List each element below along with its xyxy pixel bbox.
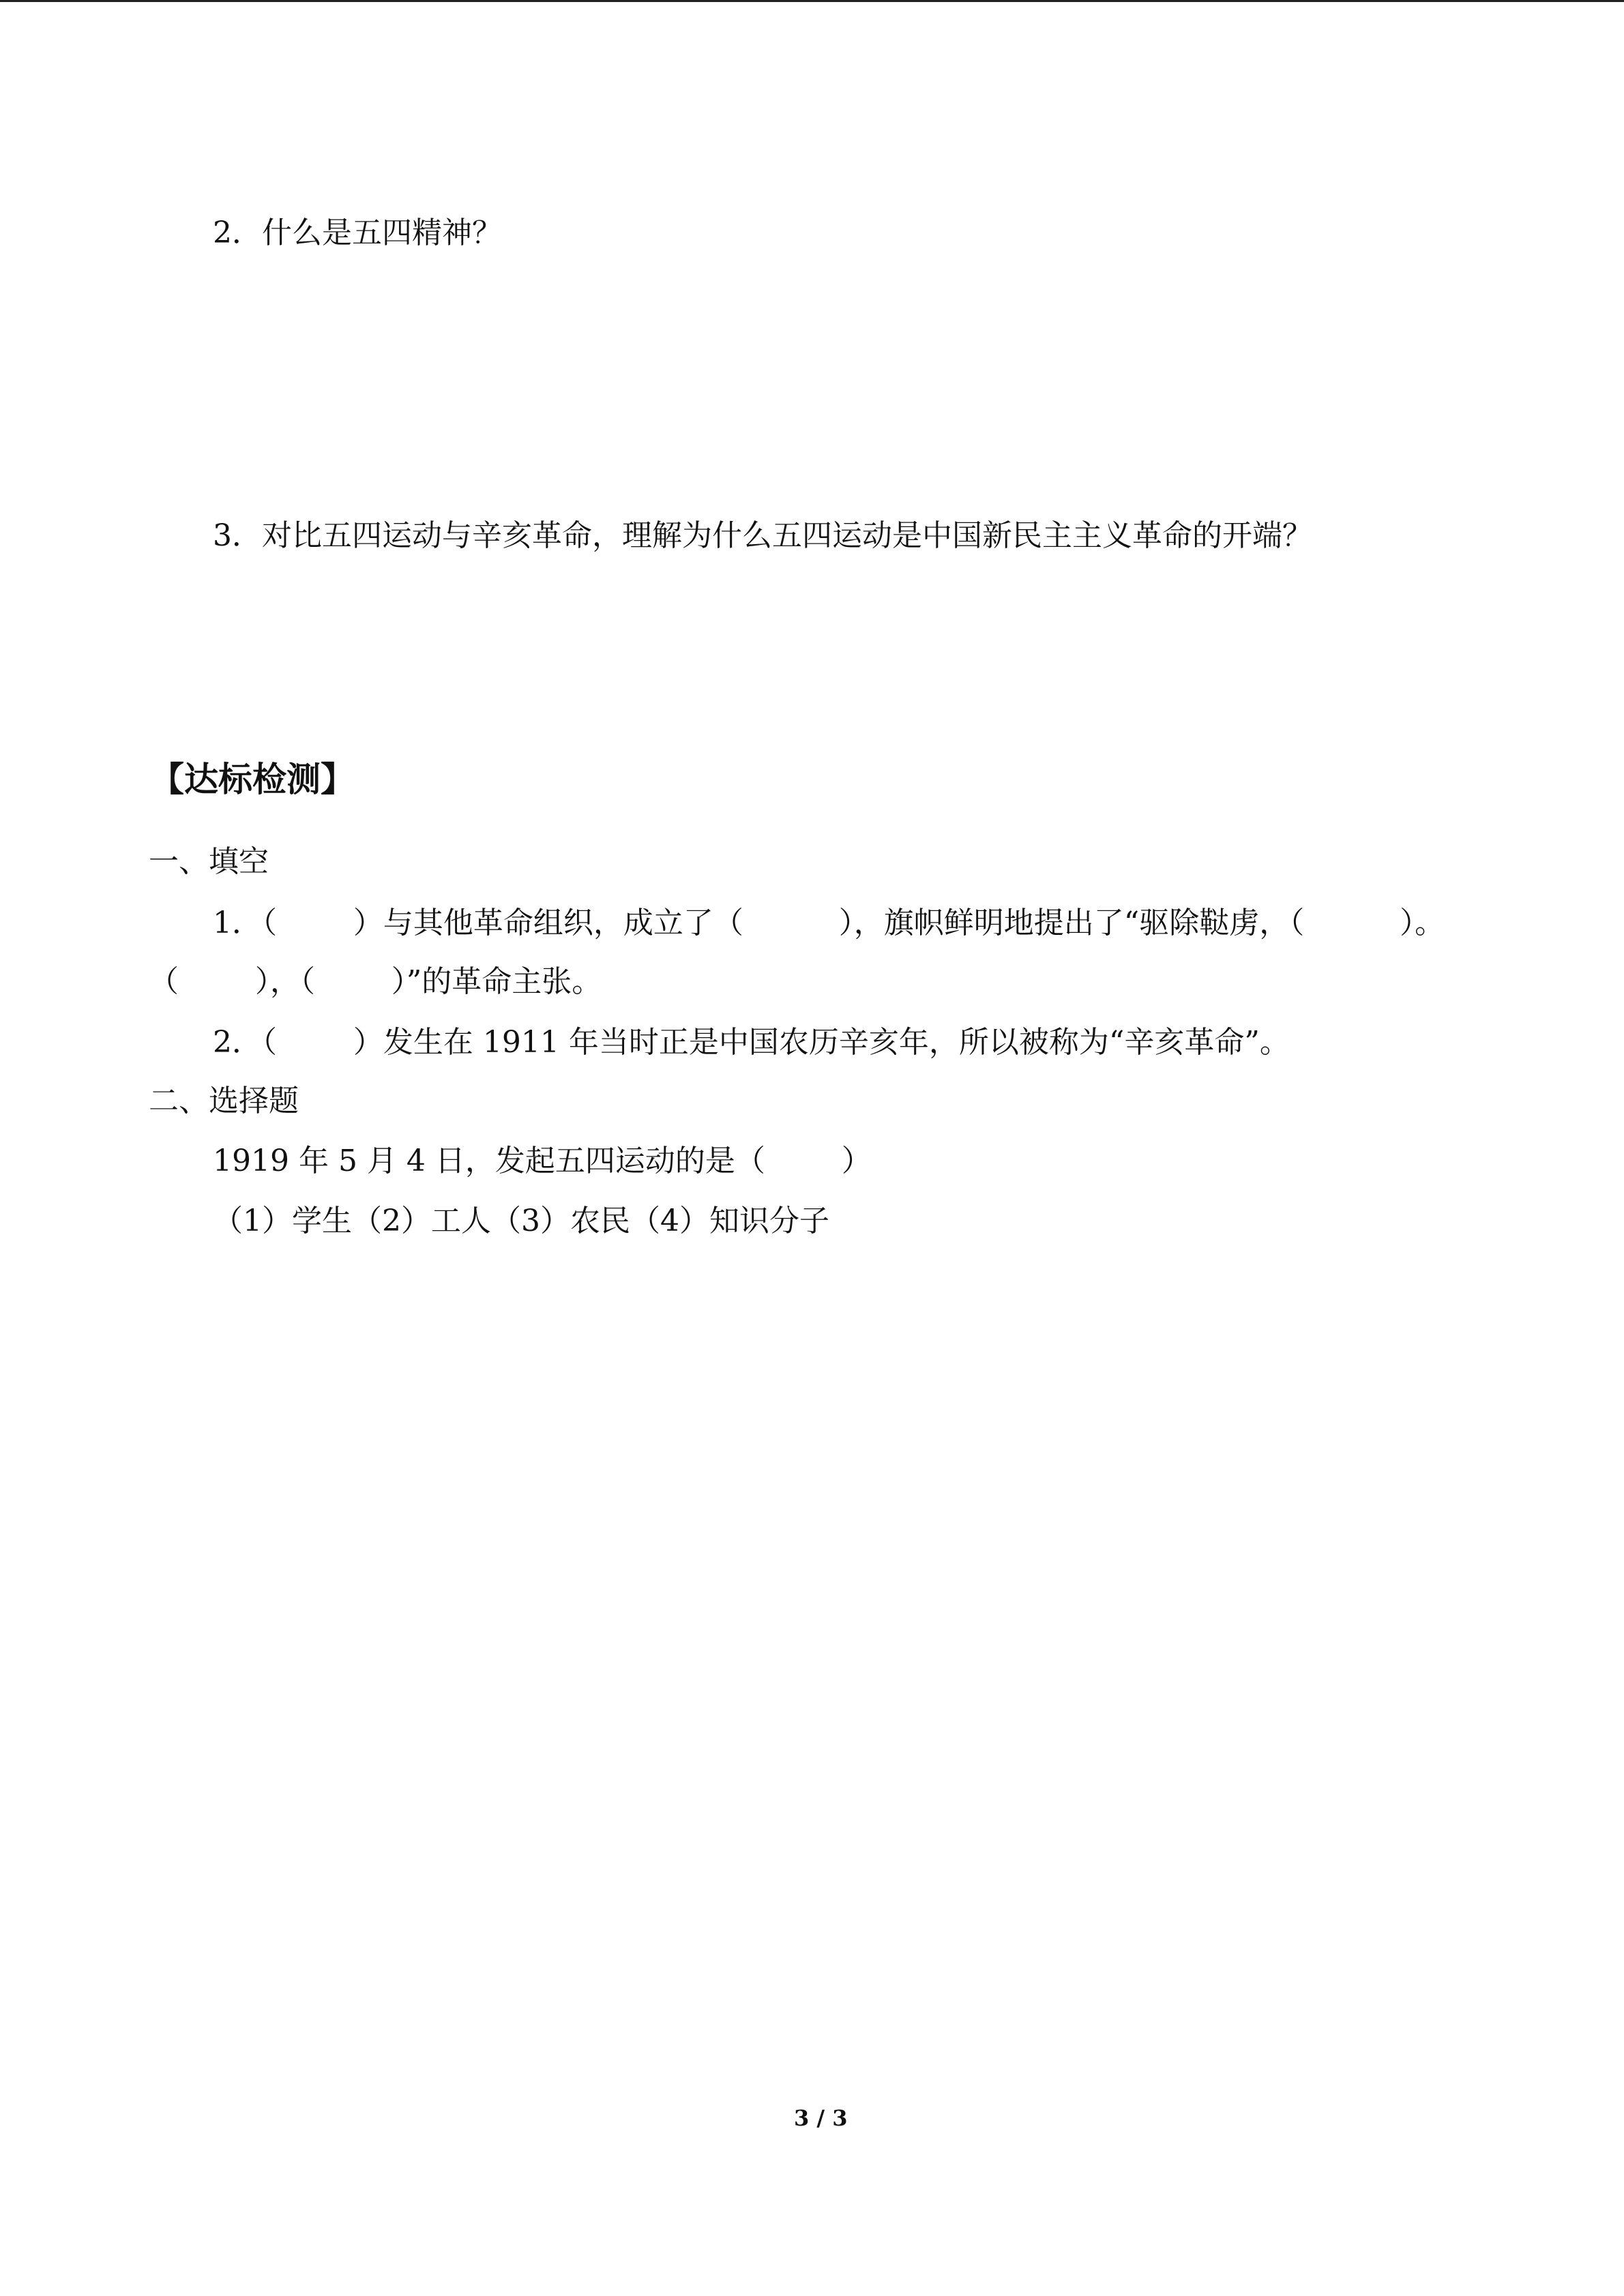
fill-blank-item-1-line-2: （ ），（ ）”的革命主张。	[149, 964, 602, 999]
fill-blank-item-1-line-1: 1．（ ）与其他革命组织，成立了（ ），旗帜鲜明地提出了“驱除鞑虏，（ ）。	[213, 906, 1445, 940]
page-number: 3 / 3	[794, 2105, 848, 2131]
choice-title: 二、选择题	[149, 1084, 299, 1118]
fill-blank-item-2: 2．（ ）发生在 1911 年当时正是中国农历辛亥年，所以被称为“辛亥革命”。	[213, 1025, 1290, 1060]
fill-blank-title: 一、填空	[149, 844, 269, 879]
choice-question: 1919 年 5 月 4 日，发起五四运动的是（ ）	[213, 1144, 872, 1178]
section-heading-assessment: 【达标检测】	[150, 759, 355, 799]
choice-options: （1）学生（2）工人（3）农民（4）知识分子	[213, 1204, 829, 1238]
top-border	[0, 0, 1624, 2]
question-3: 3．对比五四运动与辛亥革命，理解为什么五四运动是中国新民主主义革命的开端？	[213, 518, 1312, 553]
question-2: 2．什么是五四精神？	[213, 215, 502, 250]
